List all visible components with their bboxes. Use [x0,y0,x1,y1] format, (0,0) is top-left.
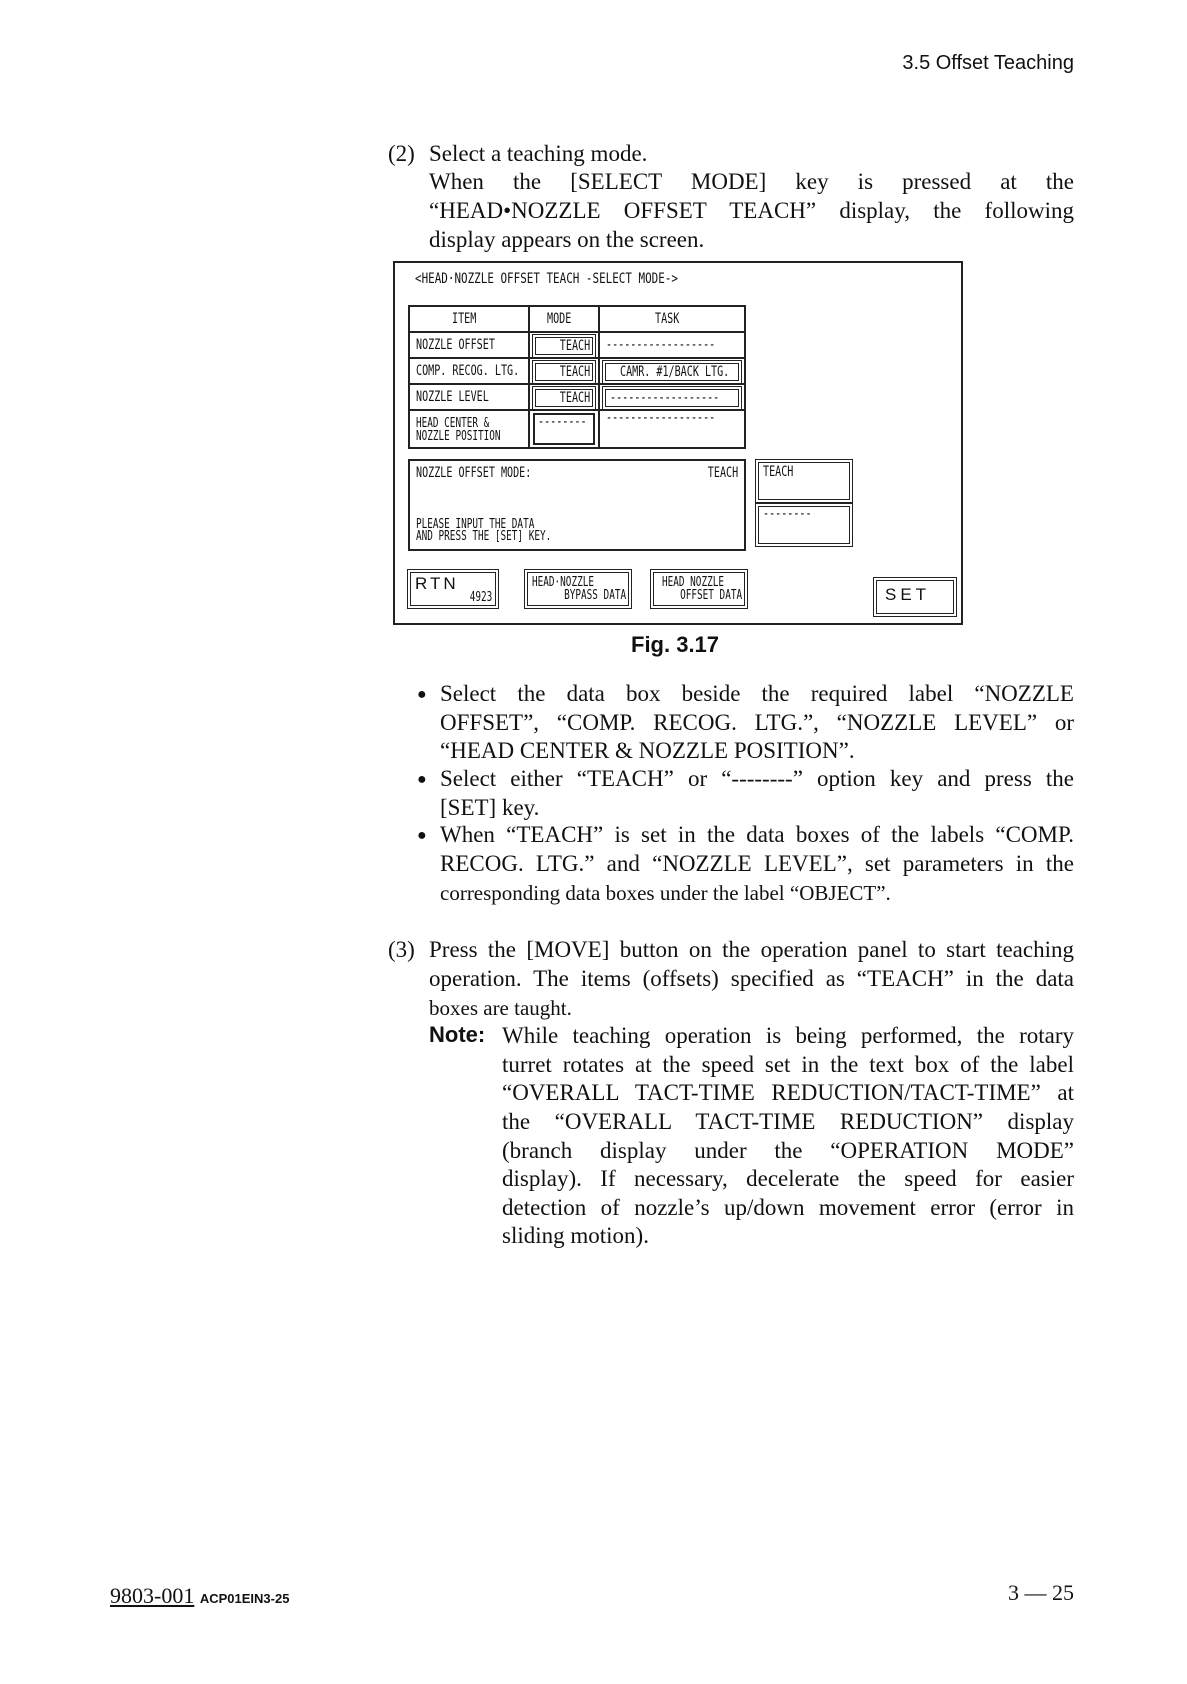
comp-recog-mode-box[interactable]: TEACH [532,360,596,384]
row-nozzle-offset-mode-cell [528,331,600,359]
note-line-4: the “OVERALL TACT-TIME REDUCTION” display [502,1109,1074,1134]
step3-line-3: boxes are taught. [429,996,572,1020]
mode-panel-label: NOZZLE OFFSET MODE: [416,465,532,481]
bullet-2-dot: ● [417,771,427,788]
comp-recog-task-box[interactable]: CAMR. #1/BACK LTG. [602,360,742,384]
header-task: TASK [598,305,746,333]
nozzle-level-mode-box[interactable]: TEACH [532,386,596,410]
row-nozzle-level-mode-cell [528,383,600,411]
row-head-center-mode-cell [528,409,600,449]
rtn-button[interactable]: RTN 4923 [407,569,499,609]
mode-panel-message: PLEASE INPUT THE DATA AND PRESS THE [SET] KEY. [416,517,552,544]
head-center-mode-box[interactable]: -------- [533,413,595,445]
row-nozzle-offset-label: NOZZLE OFFSET [408,331,530,359]
row-head-center-label: HEAD CENTER & NOZZLE POSITION [408,409,530,449]
note-line-3: “OVERALL TACT-TIME REDUCTION/TACT-TIME” at [502,1080,1074,1105]
note-line-1: While teaching operation is being performed, the rotary [502,1023,1074,1048]
figure-caption: Fig. 3.17 [631,632,720,657]
note-line-8: sliding motion). [502,1223,649,1248]
nozzle-offset-mode-box[interactable]: TEACH [532,334,596,358]
note-line-6: display). If necessary, decelerate the speed for easier [502,1166,1074,1191]
row-nozzle-level-label: NOZZLE LEVEL [408,383,530,411]
bullet-3-line-2: RECOG. LTG.” and “NOZZLE LEVEL”, set parameters in the [440,851,1074,876]
bullet-2-line-2: [SET] key. [440,795,540,820]
bullet-2-line-1: Select either “TEACH” or “--------” option key and press the [440,766,1074,791]
mode-panel-value: TEACH [707,465,738,481]
footer-doc-code: 9803-001 [110,1583,195,1608]
row-comp-recog-mode-cell [528,357,600,385]
note-line-5: (branch display under the “OPERATION MODE” [502,1138,1074,1163]
bullet-1-dot: ● [417,686,427,703]
page-number: 3 — 25 [1008,1580,1074,1605]
step2-line-1: When the [SELECT MODE] key is pressed at the [429,169,1074,194]
screen-figure [393,261,963,625]
row-comp-recog-task-cell [598,357,746,385]
step2-line-3: display appears on the screen. [429,227,705,252]
step2-line-2: “HEAD•NOZZLE OFFSET TEACH” display, the following [429,198,1074,223]
head-nozzle-bypass-data-button[interactable]: HEAD·NOZZLE BYPASS DATA [524,569,632,609]
bullet-1-line-3: “HEAD CENTER & NOZZLE POSITION”. [440,738,855,763]
set-button[interactable]: SET [873,577,957,617]
note-label: Note: [429,1022,486,1047]
step3-line-1: Press the [MOVE] button on the operation panel to start teaching [429,937,1074,962]
bullet-3-dot: ● [417,827,427,844]
step2-label: (2) [388,141,415,166]
bullet-1-line-1: Select the data box beside the required label “NOZZLE [440,681,1074,706]
mode-panel [408,459,746,551]
bullet-3-line-1: When “TEACH” is set in the data boxes of the labels “COMP. [440,822,1074,847]
none-option-key[interactable]: -------- [755,503,853,547]
nozzle-level-task-box[interactable]: ------------------ [602,386,742,410]
screen-title: <HEAD·NOZZLE OFFSET TEACH -SELECT MODE-> [415,271,678,287]
nozzle-offset-task: ------------------ [598,331,746,359]
footer-doc-id [110,1583,289,1609]
head-center-task: ------------------ [598,409,746,449]
header-mode: MODE [528,305,600,333]
teach-option-key[interactable]: TEACH [755,459,853,503]
note-line-2: turret rotates at the speed set in the text box of the label [502,1052,1074,1077]
step3-line-2: operation. The items (offsets) specified as “TEACH” in the data [429,966,1074,991]
step2-heading: Select a teaching mode. [429,141,648,166]
head-nozzle-offset-data-button[interactable]: HEAD NOZZLE OFFSET DATA [650,569,748,609]
step3-label: (3) [388,937,415,962]
note-line-7: detection of nozzle’s up/down movement error (error in [502,1195,1074,1220]
row-nozzle-level-task-cell [598,383,746,411]
bullet-3-line-3: corresponding data boxes under the label “OBJECT”. [440,881,891,905]
bullet-1-line-2: OFFSET”, “COMP. RECOG. LTG.”, “NOZZLE LEVEL” or [440,710,1074,735]
section-header: 3.5 Offset Teaching [902,52,1074,74]
row-comp-recog-label: COMP. RECOG. LTG. [408,357,530,385]
header-item: ITEM [408,305,530,333]
footer-doc-ref: ACP01EIN3-25 [199,1591,290,1606]
